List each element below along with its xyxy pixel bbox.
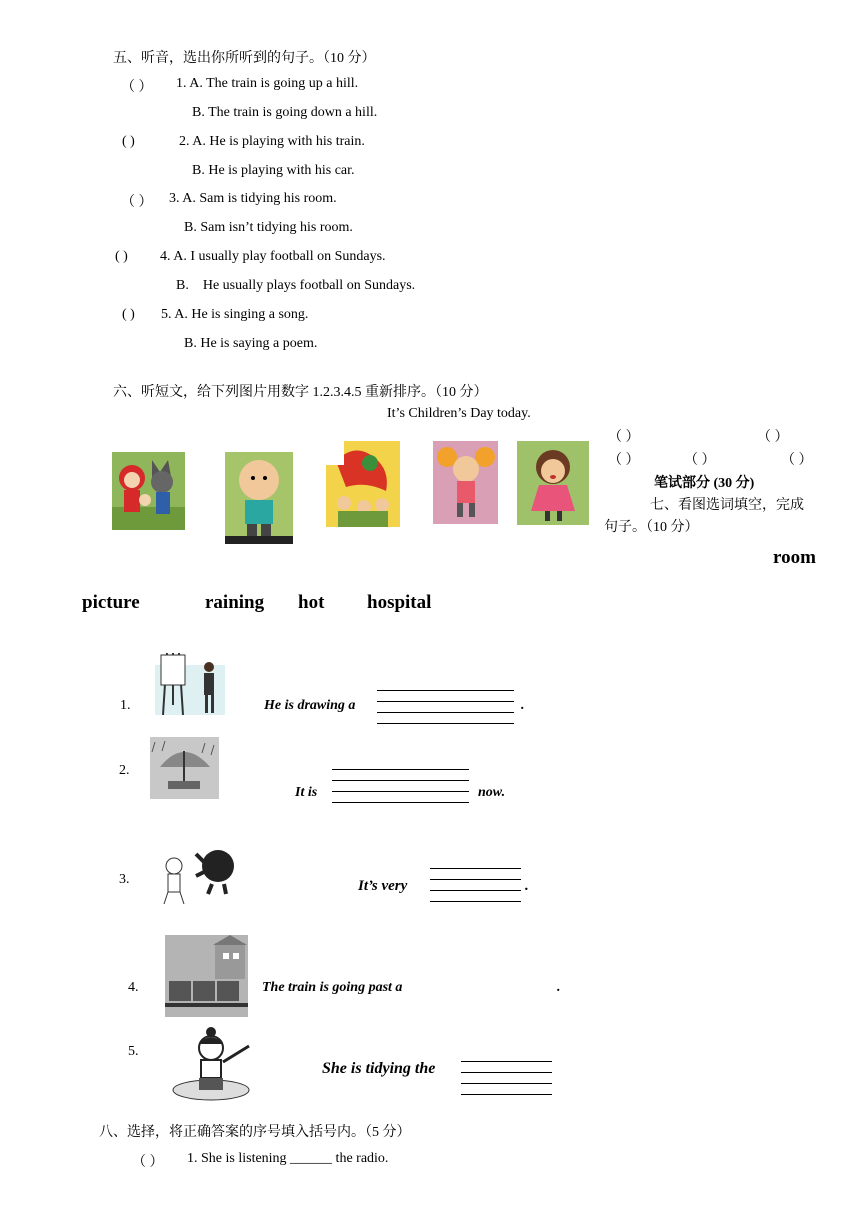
question-5-2-option-b: B. He is playing with his car. <box>192 163 355 178</box>
picture-cheerleader-girl <box>433 441 498 524</box>
section6-heading: 六、听短文，给下列图片用数字 1.2.3.4.5 重新排序。（10 分） <box>113 385 488 400</box>
picture-dragon-dance <box>326 441 400 527</box>
section5-heading: 五、听音，选出你所听到的句子。（10 分） <box>113 51 376 66</box>
question-5-4-option-a: 4. A. I usually play football on Sundays. <box>160 249 386 264</box>
item-7-3-number: 3. <box>119 872 130 887</box>
word-bank-hot: hot <box>298 592 325 613</box>
section7-heading-line2: 句子。（10 分） <box>604 520 699 535</box>
answer-blank-7-5[interactable] <box>461 1061 552 1095</box>
item-7-2-end: now. <box>478 785 506 800</box>
order-bracket-2[interactable]: （ ） <box>757 430 789 445</box>
order-bracket-4[interactable]: （ ） <box>684 453 716 468</box>
written-part-heading: 笔试部分 (30 分) <box>654 476 755 491</box>
item-7-4-number: 4. <box>128 980 139 995</box>
section7-heading-line1: 七、看图选词填空，完成 <box>650 498 804 513</box>
answer-bracket-5-5[interactable]: ( ) <box>122 307 135 322</box>
question-8-1: 1. She is listening ______ the radio. <box>187 1151 389 1166</box>
order-bracket-1[interactable]: （ ） <box>608 430 640 445</box>
picture-train-hospital <box>165 935 248 1017</box>
item-7-4-sentence: The train is going past a <box>262 980 403 995</box>
picture-hot-sun-girl <box>156 844 234 906</box>
word-bank-raining: raining <box>205 592 265 613</box>
answer-bracket-5-1[interactable]: （ ） <box>121 80 153 95</box>
item-7-5-sentence: She is tidying the <box>322 1060 436 1077</box>
answer-bracket-5-2[interactable]: ( ) <box>122 134 135 149</box>
section6-subtitle: It’s Children’s Day today. <box>387 406 531 421</box>
question-5-3-option-a: 3. A. Sam is tidying his room. <box>169 191 337 206</box>
answer-blank-7-1[interactable] <box>377 690 514 724</box>
item-7-1-sentence: He is drawing a <box>264 698 356 713</box>
item-7-3-end: . <box>525 878 529 894</box>
order-bracket-5[interactable]: （ ） <box>781 453 813 468</box>
word-bank-hospital: hospital <box>367 592 432 613</box>
question-5-1-option-a: 1. A. The train is going up a hill. <box>176 76 359 91</box>
picture-girl-tidying-room <box>171 1026 256 1104</box>
question-5-1-option-b: B. The train is going down a hill. <box>192 105 378 120</box>
item-7-1-end: . <box>521 698 525 713</box>
question-5-4-option-b: B. He usually plays football on Sundays. <box>176 278 416 293</box>
word-bank-room: room <box>773 547 816 568</box>
answer-bracket-5-4[interactable]: ( ) <box>115 249 128 264</box>
picture-boy <box>225 452 293 544</box>
question-5-5-option-b: B. He is saying a poem. <box>184 336 318 351</box>
question-5-5-option-a: 5. A. He is singing a song. <box>161 307 309 322</box>
item-7-3-sentence: It’s very <box>358 878 408 894</box>
picture-singing-girl <box>517 441 589 525</box>
item-7-1-number: 1. <box>120 698 131 713</box>
item-7-5-number: 5. <box>128 1044 139 1059</box>
answer-blank-7-3[interactable] <box>430 868 521 902</box>
answer-bracket-5-3[interactable]: （ ） <box>121 195 153 210</box>
item-7-2-sentence: It is <box>295 785 318 800</box>
picture-man-drawing <box>149 645 225 715</box>
answer-bracket-8-1[interactable]: （ ） <box>132 1155 164 1170</box>
item-7-2-number: 2. <box>119 763 130 778</box>
picture-red-riding-hood <box>112 452 185 530</box>
answer-blank-7-2[interactable] <box>332 769 469 803</box>
question-5-3-option-b: B. Sam isn’t tidying his room. <box>184 220 353 235</box>
item-7-4-end: . <box>557 980 561 995</box>
picture-umbrella-rain <box>150 737 219 799</box>
order-bracket-3[interactable]: （ ） <box>608 453 640 468</box>
section8-heading: 八、选择，将正确答案的序号填入括号内。（5 分） <box>99 1125 411 1140</box>
word-bank-picture: picture <box>82 592 140 613</box>
question-5-2-option-a: 2. A. He is playing with his train. <box>179 134 365 149</box>
